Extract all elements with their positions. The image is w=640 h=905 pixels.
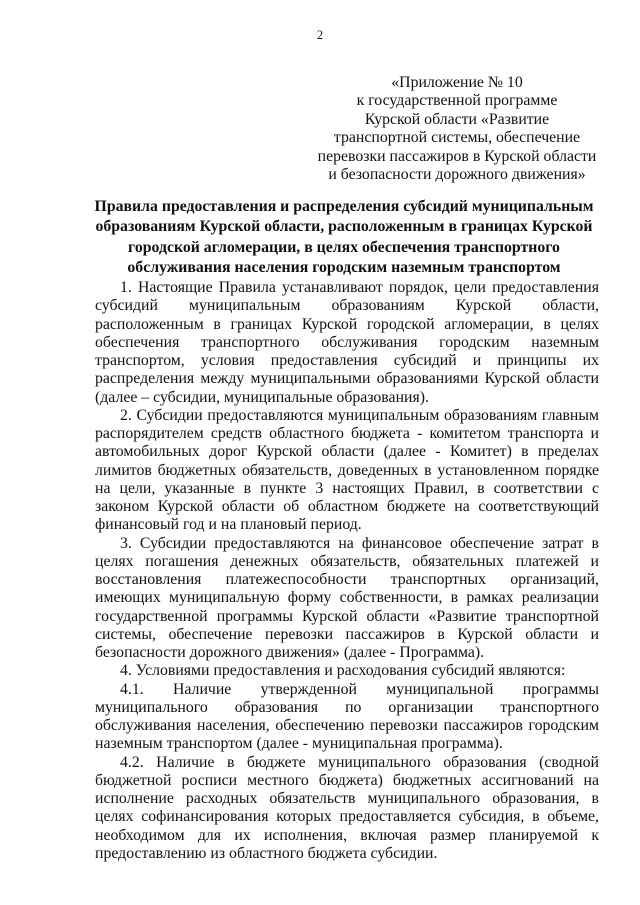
paragraph-4: 4. Условиями предоставления и расходования субсидий являются: <box>120 662 566 680</box>
appendix-line: «Приложение № 10 <box>391 74 523 91</box>
appendix-reference <box>316 74 598 184</box>
paragraph-2: 2. Субсидии предоставляются муниципальным образованиям главным распорядителем средств областного бюджета - комитетом транспорта и автомобильных дорог Курской области (далее - Комитет) в пределах лимитов бюджетных обязательств, доведенных в установленном порядке на цели, указанные в пункте 3 настоящих Правил, в соответствии с законом Курской области об областном бюджете на соответствующий финансовый год и на плановый период. <box>95 406 599 534</box>
paragraph-1: 1. Настоящие Правила устанавливают порядок, цели предоставления субсидий муниципальным образованиям Курской области, расположенным в границах Курской городской агломерации, в целях обеспечения транспортного обслуживания городским наземным транспортом, условия предоставления субсидий и принципы их распределения между муниципальными образованиями Курской области (далее – субсидии, муниципальные образования). <box>95 279 599 406</box>
title-line: обслуживания населения городским наземным транспортом <box>127 259 561 277</box>
paragraph-4-2: 4.2. Наличие в бюджете муниципального образования (сводной бюджетной росписи местного бюджета) бюджетных ассигнований на исполнение расходных обязательств муниципального образования, в целях софинансирования которых предоставляется субсидия, в объеме, необходимом для их исполнения, включая размер планируемой к предоставлению из областного бюджета субсидии. <box>95 753 599 862</box>
paragraph-3: 3. Субсидии предоставляются на финансовое обеспечение затрат в целях погашения денежных обязательств, обязательных платежей и восстановления платежеспособности транспортных организаций, имеющих муниципальную форму собственности, в рамках реализации государственной программы Курской области «Развитие транспортной системы, обеспечение перевозки пассажиров в Курской области и безопасности дорожного движения» (далее - Программа). <box>95 534 599 661</box>
appendix-line: транспортной системы, обеспечение <box>333 129 581 147</box>
title-line: Правила предоставления и распределения субсидий муниципальным <box>94 198 594 215</box>
appendix-line: перевозки пассажиров в Курской области <box>317 147 597 165</box>
title-line: образованиям Курской области, расположенным в границах Курской <box>95 218 593 236</box>
appendix-line: к государственной программе <box>356 92 558 110</box>
appendix-line: и безопасности дорожного движения» <box>328 166 586 184</box>
appendix-line: Курской области «Развитие <box>364 110 550 128</box>
document-body <box>95 279 599 863</box>
paragraph-4-1: 4.1. Наличие утвержденной муниципальной программы муниципального образования по организации транспортного обслуживания населения, обеспечению перевозки пассажиров городским наземным транспортом (далее - муниципальная программа). <box>95 680 599 753</box>
page-number: 2 <box>316 28 324 42</box>
document-title <box>80 197 608 279</box>
title-line: городской агломерации, в целях обеспечения транспортного <box>128 238 560 256</box>
